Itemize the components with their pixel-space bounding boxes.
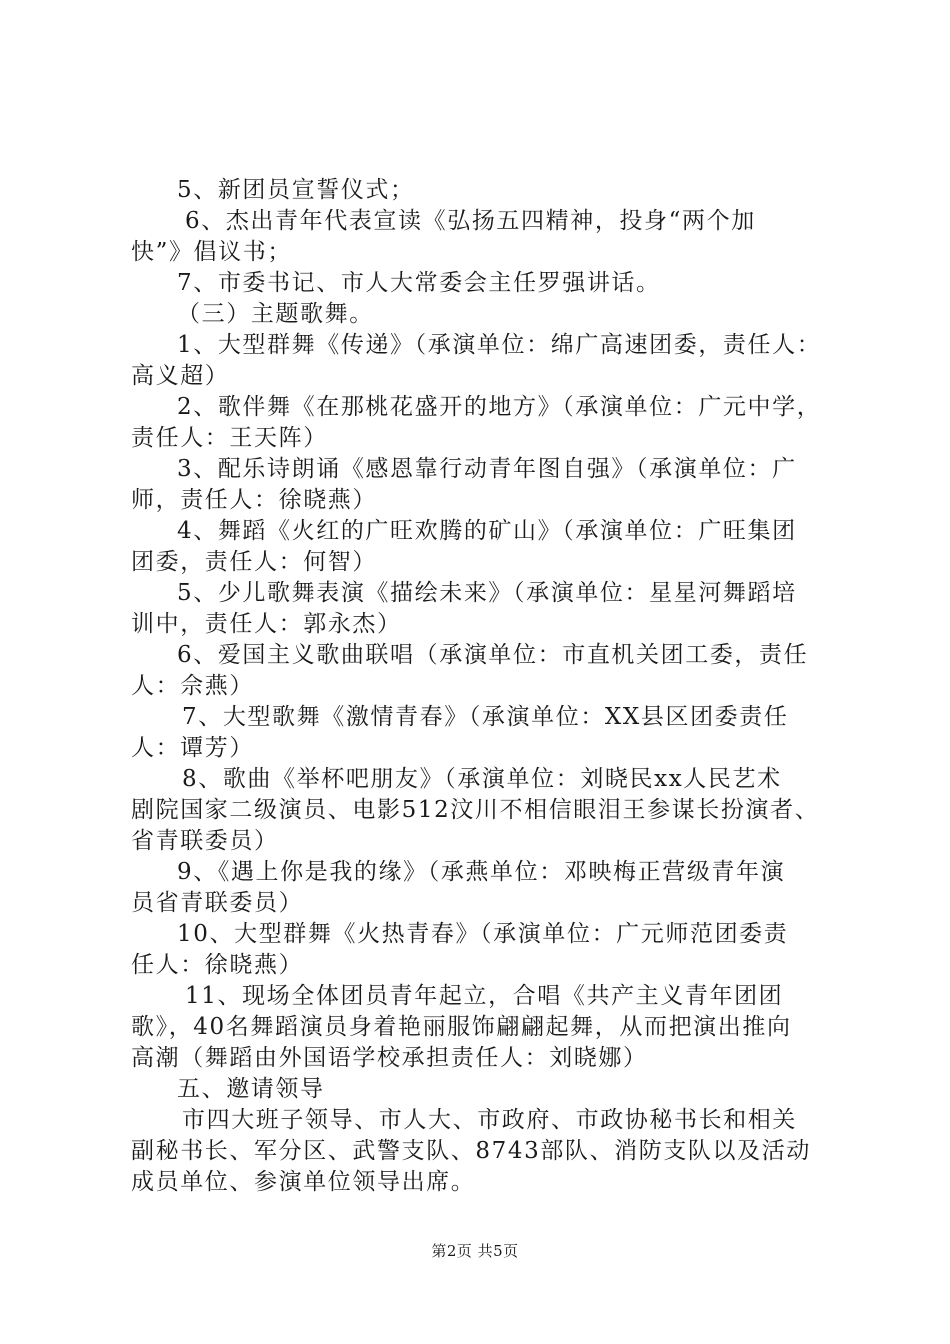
text-line: 7、市委书记、市人大常委会主任罗强讲话。 — [177, 270, 661, 296]
text-line: 歌》，40名舞蹈演员身着艳丽服饰翩翩起舞，从而把演出推向 — [131, 1014, 792, 1040]
text-line: 人：谭芳） — [131, 735, 254, 761]
page-footer: 第2页 共5页 — [431, 1242, 519, 1260]
text-line: 员省青联委员） — [131, 890, 304, 916]
text-line: 2、歌伴舞《在那桃花盛开的地方》（承演单位：广元中学， — [177, 394, 822, 420]
text-line: 6、爱国主义歌曲联唱（承演单位：市直机关团工委，责任 — [177, 642, 809, 668]
text-line: 快”》倡议书； — [131, 239, 292, 265]
text-line: 4、舞蹈《火红的广旺欢腾的矿山》（承演单位：广旺集团 — [177, 518, 797, 544]
text-line: 5、新团员宣誓仪式； — [177, 177, 415, 203]
text-line: 师，责任人：徐晓燕） — [131, 487, 377, 513]
text-line: 11、现场全体团员青年起立，合唱《共产主义青年团团 — [185, 983, 784, 1009]
section-heading: 五、邀请领导 — [177, 1076, 325, 1102]
text-line: 1、大型群舞《传递》（承演单位：绵广高速团委，责任人： — [177, 332, 822, 358]
text-line: 训中，责任人：郭永杰） — [131, 611, 402, 637]
text-line: 团委，责任人：何智） — [131, 549, 377, 575]
text-line: 8、歌曲《举杯吧朋友》（承演单位：刘晓民xx人民艺术 — [182, 766, 782, 792]
text-line: 3、配乐诗朗诵《感恩靠行动青年图自强》（承演单位：广 — [177, 456, 797, 482]
section-heading: （三）主题歌舞。 — [177, 301, 374, 327]
text-line: 剧院国家二级演员、电影512汶川不相信眼泪王参谋长扮演者、 — [131, 797, 820, 823]
text-line: 人：佘燕） — [131, 673, 254, 699]
text-line: 高义超） — [131, 363, 230, 389]
text-line: 责任人：王天阵） — [131, 425, 328, 451]
text-line: 任人：徐晓燕） — [131, 952, 304, 978]
text-line: 7、大型歌舞《激情青春》（承演单位：XX县区团委责任 — [182, 704, 789, 730]
text-line: 6、杰出青年代表宣读《弘扬五四精神，投身“两个加 — [185, 208, 756, 234]
text-line: 市四大班子领导、市人大、市政府、市政协秘书长和相关 — [182, 1107, 797, 1133]
text-line: 高潮（舞蹈由外国语学校承担责任人：刘晓娜） — [131, 1045, 648, 1071]
text-line: 10、大型群舞《火热青春》（承演单位：广元师范团委责 — [177, 921, 789, 947]
text-line: 副秘书长、军分区、武警支队、8743部队、消防支队以及活动 — [131, 1138, 811, 1164]
text-line: 9、《遇上你是我的缘》（承燕单位：邓映梅正营级青年演 — [177, 859, 786, 885]
text-line: 成员单位、参演单位领导出席。 — [131, 1169, 476, 1195]
text-line: 省青联委员） — [131, 828, 279, 854]
text-line: 5、少儿歌舞表演《描绘未来》（承演单位：星星河舞蹈培 — [177, 580, 797, 606]
